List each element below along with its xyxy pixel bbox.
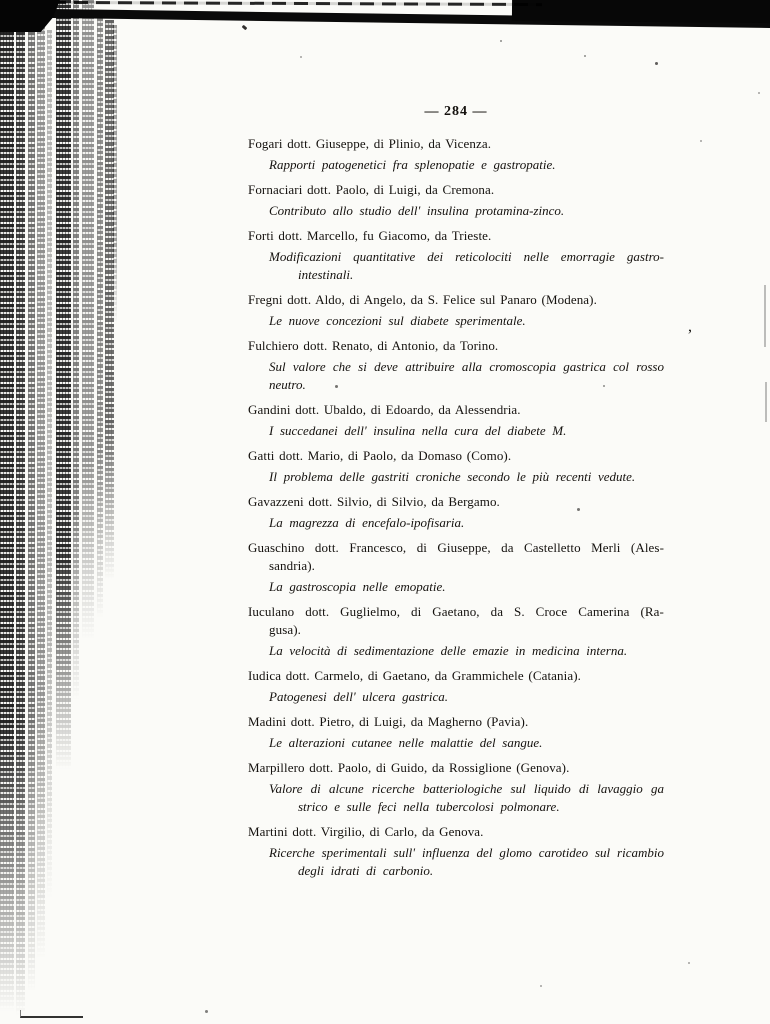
entry [248,337,664,394]
binding-streak [16,0,25,1016]
page-content [248,104,664,887]
entry-title-line: strico e sulle feci nella tubercolosi polmonare. [298,799,560,814]
scan-speck [584,55,586,57]
entry-head-line: gusa). [269,622,302,637]
entry [248,759,664,816]
entry-head-line: Gatti dott. Mario, di Paolo, da Domaso (Como). [248,448,512,463]
entry [248,539,664,596]
binding-streak [28,0,35,992]
binding-streak [73,0,79,700]
entry [248,603,664,660]
scan-speck [758,92,760,94]
scan-speck [700,140,702,142]
entry [248,181,664,220]
entry-title-line: Le nuove concezioni sul diabete sperimentale. [269,313,526,328]
scan-speck [300,56,302,58]
book-binding-gutter [0,0,130,1024]
entry-head-line: Fornaciari dott. Paolo, di Luigi, da Cremona. [248,182,495,197]
scan-edge-mark [765,382,767,422]
entry [248,135,664,174]
entry-head-line: Guaschino dott. Francesco, di Giuseppe, da Castelletto Merli (Ales- [248,540,664,555]
entry [248,493,664,532]
entry-title-line: La gastroscopia nelle emopatie. [269,579,446,594]
entry-title-line: Il problema delle gastriti croniche secondo le più recenti vedute. [269,469,636,484]
entry-head-line: Gandini dott. Ubaldo, di Edoardo, da Alessendria. [248,402,521,417]
binding-streak [37,10,45,960]
binding-streak [113,25,117,325]
entry-title-line: La magrezza di encefalo-ipofisaria. [269,515,465,530]
binding-streak [47,30,52,900]
entry-head-line: sandria). [269,558,316,573]
entry-title-line: Modificazioni quantitative dei reticolociti nelle emorragie gastro- [269,249,664,264]
entry-head-line: Forti dott. Marcello, fu Giacomo, da Trieste. [248,228,492,243]
page-corner-line [20,1010,83,1018]
entry-head-line: Gavazzeni dott. Silvio, di Silvio, da Bergamo. [248,494,500,509]
scan-speck [205,1010,208,1013]
entry-head-line: Iudica dott. Carmelo, di Gaetano, da Grammichele (Catania). [248,668,582,683]
binding-streak [105,20,114,580]
entry [248,227,664,284]
entry [248,291,664,330]
entry [248,447,664,486]
entry-title-line: La velocità di sedimentazione delle emazie in medicina interna. [269,643,628,658]
entry-list [248,135,664,880]
entry [248,713,664,752]
binding-corner-blob [0,0,60,32]
scan-edge-mark [764,285,766,347]
entry [248,401,664,440]
entry-head-line: Marpillero dott. Paolo, di Guido, da Rossiglione (Genova). [248,760,570,775]
scan-speck [242,25,248,31]
scanner-black-band [52,9,770,28]
binding-streak [56,0,71,770]
entry-title-line: Sul valore che si deve attribuire alla cromoscopia gastrica col rosso [269,359,664,374]
entry-head-line: Martini dott. Virgilio, di Carlo, da Genova. [248,824,484,839]
scan-speck [540,985,542,987]
entry-title-line: Rapporti patogenetici fra splenopatie e gastropatie. [269,157,556,172]
entry-head-line: Fulchiero dott. Renato, di Antonio, da Torino. [248,338,499,353]
entry-title-line: Patogenesi dell' ulcera gastrica. [269,689,449,704]
entry-head-line: Madini dott. Pietro, di Luigi, da Magherno (Pavia). [248,714,529,729]
entry [248,823,664,880]
entry-title-line: Le alterazioni cutanee nelle malattie del sangue. [269,735,543,750]
scan-stray-comma: , [688,318,692,335]
entry-title-line: I succedanei dell' insulina nella cura del diabete M. [269,423,567,438]
binding-streak [97,18,103,618]
page-edge-line [52,1,542,6]
entry [248,667,664,706]
binding-streak [82,0,94,640]
entry-title-line: degli idrati di carbonio. [298,863,434,878]
entry-title-line: Contributo allo studio dell' insulina protamina-zinco. [269,203,565,218]
entry-head-line: Fregni dott. Aldo, di Angelo, da S. Felice sul Panaro (Modena). [248,292,597,307]
entry-title-line: intestinali. [298,267,354,282]
scanner-black-corner [512,0,770,23]
entry-head-line: Fogari dott. Giuseppe, di Plinio, da Vicenza. [248,136,492,151]
entry-title-line: neutro. [269,377,306,392]
entry-title-line: Valore di alcune ricerche batteriologiche sul liquido di lavaggio ga [269,781,664,796]
scan-speck [688,962,690,964]
scan-speck [500,40,502,42]
binding-streak [0,0,14,1012]
page-number: — 284 — [424,104,488,119]
entry-title-line: Ricerche sperimentali sull' influenza del glomo carotideo sul ricambio [269,845,664,860]
entry-head-line: Iuculano dott. Guglielmo, di Gaetano, da S. Croce Camerina (Ra- [248,604,664,619]
scan-speck [655,62,658,65]
